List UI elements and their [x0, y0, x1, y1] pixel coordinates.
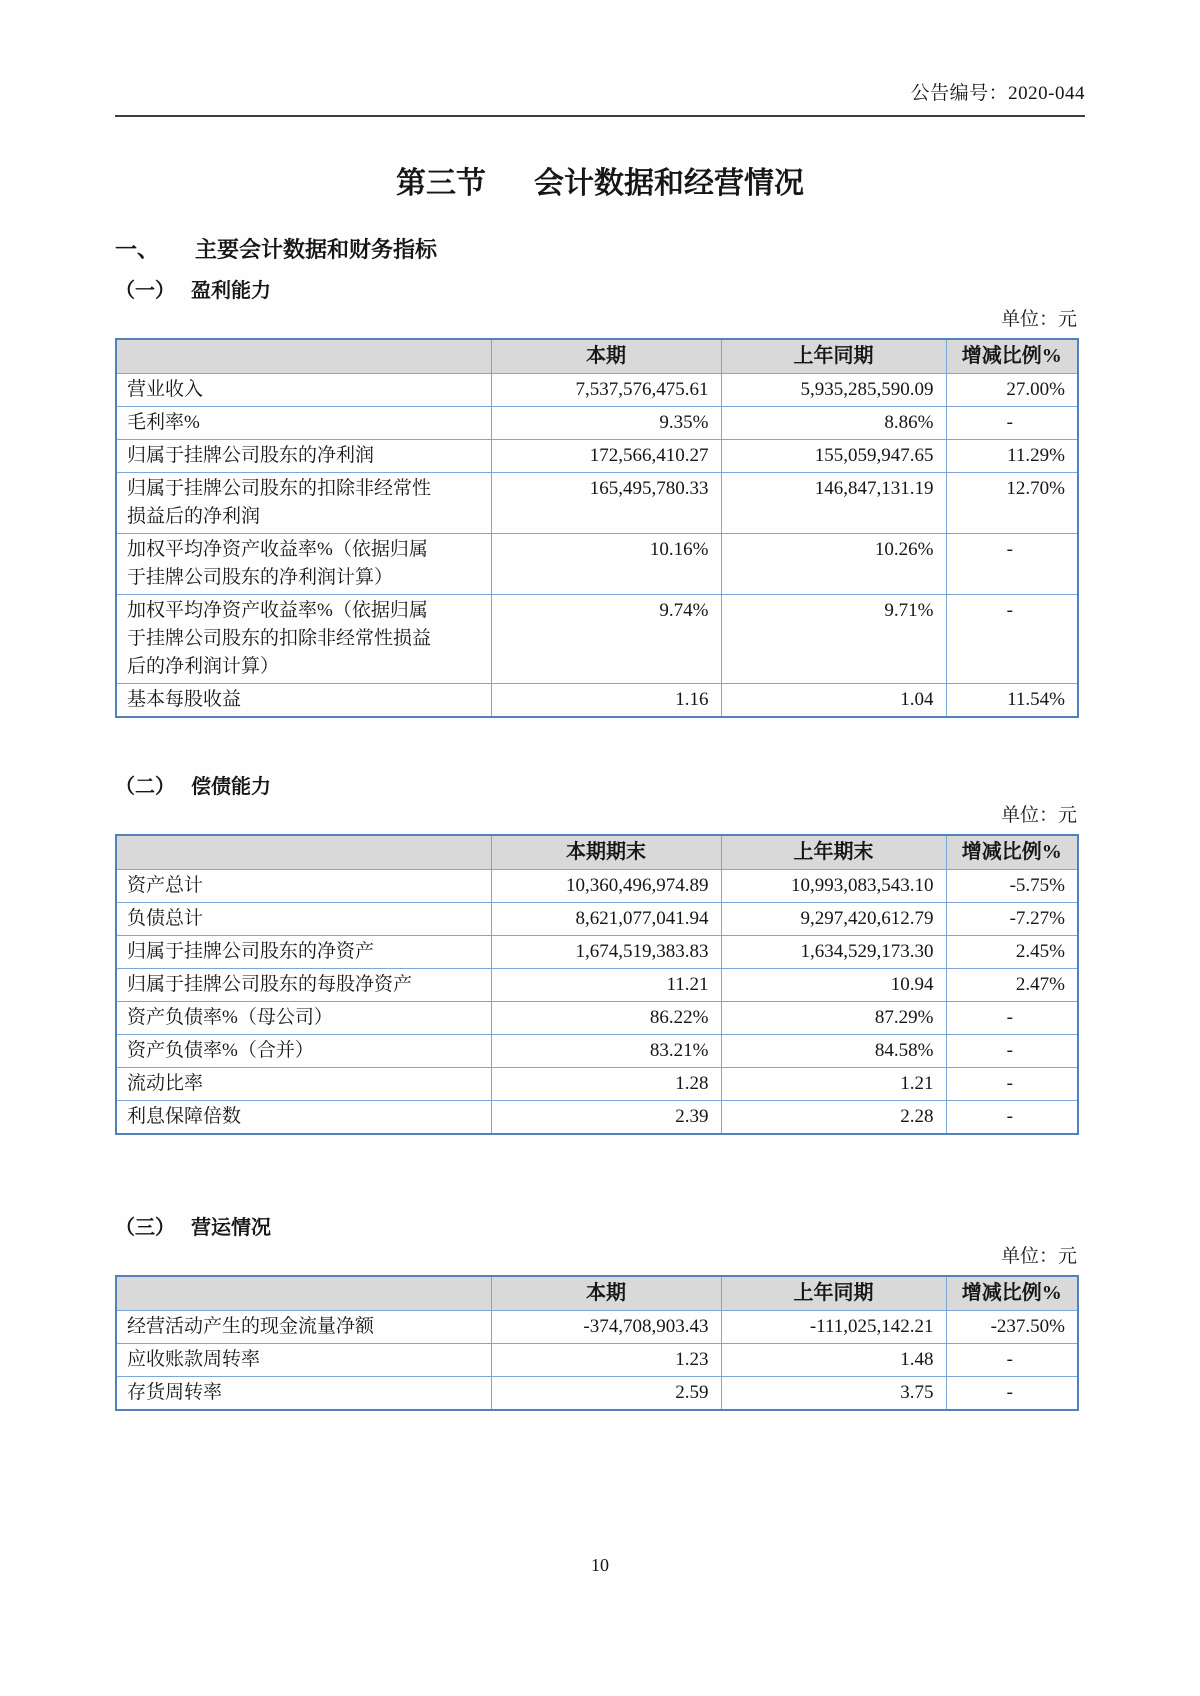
subsection-title: 偿债能力	[191, 776, 271, 798]
table-row	[116, 407, 1078, 440]
cell-value: -7.27%	[946, 903, 1078, 936]
cell-value: 1.04	[721, 684, 946, 718]
cell-value: -	[946, 1035, 1078, 1068]
table-row	[116, 440, 1078, 473]
table-row	[116, 534, 1078, 595]
subsection-title: 营运情况	[191, 1217, 271, 1239]
column-header: 增减比例%	[946, 1276, 1078, 1311]
column-header: 上年同期	[721, 1276, 946, 1311]
doc-number: 公告编号：2020-044	[910, 83, 1085, 104]
cell-value: 11.21	[491, 969, 721, 1002]
column-header: 本期期末	[491, 835, 721, 870]
column-header: 增减比例%	[946, 339, 1078, 374]
cell-value: 8.86%	[721, 407, 946, 440]
table-row	[116, 1377, 1078, 1411]
subsection-heading-solvency	[115, 773, 1085, 801]
table-row	[116, 870, 1078, 903]
cell-value: 86.22%	[491, 1002, 721, 1035]
cell-value: 27.00%	[946, 374, 1078, 407]
column-header: 本期	[491, 1276, 721, 1311]
cell-value: 1,634,529,173.30	[721, 936, 946, 969]
column-header: 上年期末	[721, 835, 946, 870]
subsection-number: （一）	[115, 280, 175, 302]
column-header: 本期	[491, 339, 721, 374]
row-label: 存货周转率	[116, 1377, 491, 1411]
row-label: 加权平均净资产收益率%（依据归属于挂牌公司股东的净利润计算）	[116, 534, 491, 595]
table-header	[116, 1276, 1078, 1311]
cell-value: 172,566,410.27	[491, 440, 721, 473]
subsection-title: 盈利能力	[191, 280, 271, 302]
cell-value: 1.28	[491, 1068, 721, 1101]
cell-value: -111,025,142.21	[721, 1311, 946, 1344]
table-row	[116, 936, 1078, 969]
column-header-empty	[116, 339, 491, 374]
cell-value: 10.16%	[491, 534, 721, 595]
page-title-prefix: 第三节	[396, 167, 486, 200]
section-title: 主要会计数据和财务指标	[195, 237, 438, 262]
subsection-heading-profitability	[115, 277, 1085, 305]
row-label: 经营活动产生的现金流量净额	[116, 1311, 491, 1344]
cell-value: -	[946, 407, 1078, 440]
cell-value: 1.48	[721, 1344, 946, 1377]
cell-value: 146,847,131.19	[721, 473, 946, 534]
unit-label: 单位：元	[1000, 309, 1077, 330]
row-label: 毛利率%	[116, 407, 491, 440]
table-header	[116, 339, 1078, 374]
cell-value: 3.75	[721, 1377, 946, 1411]
cell-value: 10,993,083,543.10	[721, 870, 946, 903]
page-title	[115, 163, 1085, 205]
table-row	[116, 1035, 1078, 1068]
subsection-heading-operations	[115, 1214, 1085, 1242]
cell-value: 2.28	[721, 1101, 946, 1135]
cell-value: 5,935,285,590.09	[721, 374, 946, 407]
unit-label: 单位：元	[1000, 1246, 1077, 1267]
row-label: 利息保障倍数	[116, 1101, 491, 1135]
row-label: 归属于挂牌公司股东的净资产	[116, 936, 491, 969]
cell-value: 7,537,576,475.61	[491, 374, 721, 407]
table-body	[116, 1311, 1078, 1411]
table-body	[116, 870, 1078, 1135]
cell-value: 1.21	[721, 1068, 946, 1101]
page-number: 10	[591, 1555, 609, 1575]
cell-value: -	[946, 1068, 1078, 1101]
cell-value: 9.74%	[491, 595, 721, 684]
cell-value: -374,708,903.43	[491, 1311, 721, 1344]
row-label: 归属于挂牌公司股东的每股净资产	[116, 969, 491, 1002]
row-label: 加权平均净资产收益率%（依据归属于挂牌公司股东的扣除非经常性损益后的净利润计算）	[116, 595, 491, 684]
section-heading	[115, 235, 1085, 265]
document-header	[115, 0, 1085, 117]
row-label: 基本每股收益	[116, 684, 491, 718]
table-header-row	[116, 339, 1078, 374]
row-label: 应收账款周转率	[116, 1344, 491, 1377]
table-row	[116, 374, 1078, 407]
cell-value: -	[946, 534, 1078, 595]
cell-value: 8,621,077,041.94	[491, 903, 721, 936]
cell-value: 2.47%	[946, 969, 1078, 1002]
cell-value: 12.70%	[946, 473, 1078, 534]
table-row	[116, 1101, 1078, 1135]
cell-value: 87.29%	[721, 1002, 946, 1035]
unit-row	[115, 307, 1077, 333]
table-row	[116, 595, 1078, 684]
cell-value: 83.21%	[491, 1035, 721, 1068]
cell-value: 9,297,420,612.79	[721, 903, 946, 936]
table-row	[116, 684, 1078, 718]
column-header-empty	[116, 835, 491, 870]
cell-value: 9.71%	[721, 595, 946, 684]
table-header-row	[116, 835, 1078, 870]
row-label: 资产负债率%（合并）	[116, 1035, 491, 1068]
cell-value: 2.39	[491, 1101, 721, 1135]
table-row	[116, 473, 1078, 534]
page-title-main: 会计数据和经营情况	[534, 167, 804, 200]
row-label: 归属于挂牌公司股东的扣除非经常性损益后的净利润	[116, 473, 491, 534]
table-row	[116, 1002, 1078, 1035]
table-header	[116, 835, 1078, 870]
cell-value: 1.16	[491, 684, 721, 718]
cell-value: 10.94	[721, 969, 946, 1002]
profitability-table	[115, 338, 1079, 718]
subsection-number: （三）	[115, 1217, 175, 1239]
table-body	[116, 374, 1078, 718]
row-label: 资产负债率%（母公司）	[116, 1002, 491, 1035]
row-label: 流动比率	[116, 1068, 491, 1101]
row-label: 归属于挂牌公司股东的净利润	[116, 440, 491, 473]
cell-value: 84.58%	[721, 1035, 946, 1068]
table-header-row	[116, 1276, 1078, 1311]
cell-value: -	[946, 1377, 1078, 1411]
table-row	[116, 1344, 1078, 1377]
cell-value: -	[946, 595, 1078, 684]
cell-value: -5.75%	[946, 870, 1078, 903]
cell-value: 11.54%	[946, 684, 1078, 718]
cell-value: 2.45%	[946, 936, 1078, 969]
cell-value: -237.50%	[946, 1311, 1078, 1344]
cell-value: -	[946, 1344, 1078, 1377]
operations-table	[115, 1275, 1079, 1411]
cell-value: 10.26%	[721, 534, 946, 595]
column-header: 增减比例%	[946, 835, 1078, 870]
section-number: 一、	[115, 237, 160, 262]
cell-value: -	[946, 1101, 1078, 1135]
unit-row	[115, 1244, 1077, 1270]
cell-value: 11.29%	[946, 440, 1078, 473]
table-row	[116, 969, 1078, 1002]
cell-value: 165,495,780.33	[491, 473, 721, 534]
unit-row	[115, 803, 1077, 829]
table-row	[116, 1068, 1078, 1101]
unit-label: 单位：元	[1000, 805, 1077, 826]
cell-value: 9.35%	[491, 407, 721, 440]
cell-value: 1.23	[491, 1344, 721, 1377]
table-row	[116, 1311, 1078, 1344]
row-label: 负债总计	[116, 903, 491, 936]
cell-value: 2.59	[491, 1377, 721, 1411]
column-header-empty	[116, 1276, 491, 1311]
solvency-table	[115, 834, 1079, 1135]
cell-value: -	[946, 1002, 1078, 1035]
row-label: 营业收入	[116, 374, 491, 407]
cell-value: 10,360,496,974.89	[491, 870, 721, 903]
subsection-number: （二）	[115, 776, 175, 798]
page-footer	[115, 1555, 1085, 1576]
cell-value: 155,059,947.65	[721, 440, 946, 473]
cell-value: 1,674,519,383.83	[491, 936, 721, 969]
row-label: 资产总计	[116, 870, 491, 903]
column-header: 上年同期	[721, 339, 946, 374]
table-row	[116, 903, 1078, 936]
